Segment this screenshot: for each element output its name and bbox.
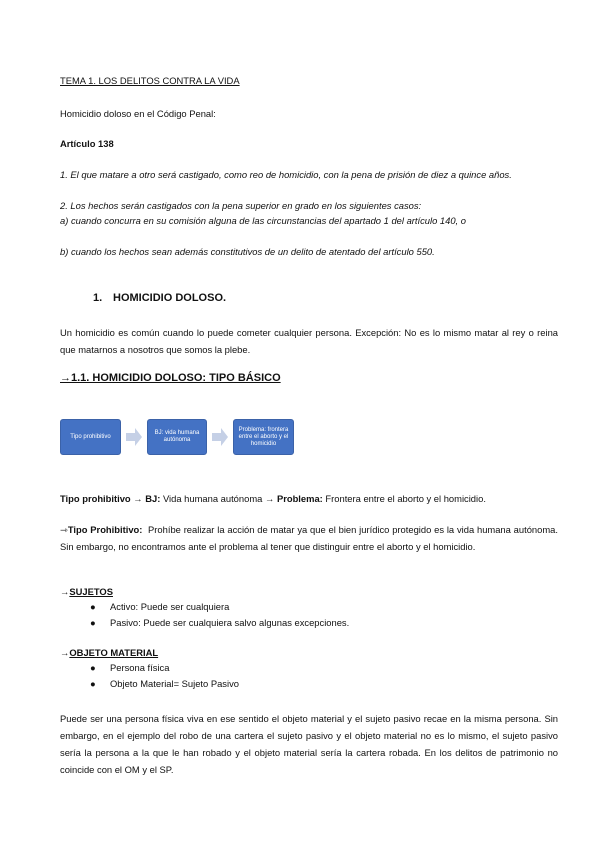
bullet-icon: ●: [90, 601, 96, 612]
bullet-icon: ●: [90, 617, 96, 628]
page-title: TEMA 1. LOS DELITOS CONTRA LA VIDA: [60, 75, 240, 86]
closing-paragraph: Puede ser una persona física viva en ese sentido el objeto material y el sujeto pasivo recae en la misma persona. Sin embargo, en el ejemplo del robo de una cartera el sujeto pasivo y el objeto material no es lo mismo, el sujeto pasivo sería la persona a la que le han robado y el objeto material sería la cartera robada. En los delitos de patrimonio no coincide con el OM y el SP.: [60, 713, 558, 775]
intro-text: Homicidio doloso en el Código Penal:: [60, 108, 216, 119]
summary-line: [60, 492, 486, 505]
tipo-label: Tipo Prohibitivo:: [67, 524, 143, 535]
objeto-list: [90, 660, 239, 692]
article-paragraph-2b: a) cuando concurra en su comisión alguna de las circunstancias del apartado 1 del artículo 140, o: [60, 215, 466, 226]
diagram-arrow-icon: [125, 427, 143, 447]
section-1-number: 1.: [93, 292, 103, 304]
arrow-icon: →: [264, 493, 275, 504]
list-item: ● Pasivo: Puede ser cualquiera salvo algunas excepciones.: [90, 615, 349, 631]
article-paragraph-3: b) cuando los hechos sean además constitutivos de un delito de atentado del artículo 550.: [60, 246, 435, 257]
sujetos-title: SUJETOS: [69, 586, 113, 597]
section-1-1-heading: →1.1. HOMICIDIO DOLOSO: TIPO BÁSICO: [60, 372, 281, 384]
objeto-heading: [60, 646, 158, 659]
arrow-icon: →: [60, 647, 70, 658]
diagram-box-problema: Problema: frontera entre el aborto y el homicidio: [233, 419, 294, 455]
summary-text-bj: Vida humana autónoma: [162, 493, 263, 504]
tipo-prohibitivo-paragraph: [60, 521, 558, 555]
summary-text-problema: Frontera entre el aborto y el homicidio.: [325, 493, 486, 504]
list-item: ● Objeto Material= Sujeto Pasivo: [90, 676, 239, 692]
arrow-icon: →: [133, 493, 143, 504]
summary-label-tipo: Tipo prohibitivo: [60, 493, 131, 504]
tipo-text: Prohíbe realizar la acción de matar ya que el bien jurídico protegido es la vida humana autónoma. Sin embargo, no encontramos ante el problema al tener que distinguir entre el aborto y el homicidio.: [60, 524, 558, 552]
arrow-icon: ⇾: [60, 524, 68, 535]
objeto-title: OBJETO MATERIAL: [69, 647, 159, 658]
article-paragraph-1: 1. El que matare a otro será castigado, como reo de homicidio, con la pena de prisión de diez a quince años.: [60, 169, 512, 180]
section-1-title: HOMICIDIO DOLOSO.: [113, 292, 227, 304]
list-item: ● Persona física: [90, 660, 239, 676]
summary-label-problema: Problema:: [276, 493, 323, 504]
diagram-box-tipo: Tipo prohibitivo: [60, 419, 121, 455]
list-item: ● Activo: Puede ser cualquiera: [90, 599, 349, 615]
arrow-icon: →: [60, 586, 70, 597]
section-1-heading: [93, 292, 226, 304]
bullet-icon: ●: [90, 662, 96, 673]
summary-label-bj: BJ:: [145, 493, 161, 504]
section-1-text: Un homicidio es común cuando lo puede cometer cualquier persona. Excepción: No es lo mismo matar al rey o reina que matarnos a nosotros que somos la plebe.: [60, 327, 558, 355]
article-paragraph-2a: 2. Los hechos serán castigados con la pena superior en grado en los siguientes casos:: [60, 200, 422, 211]
bullet-icon: ●: [90, 678, 96, 689]
sujetos-heading: [60, 585, 113, 598]
diagram-box-bj: BJ: vida humana autónoma: [147, 419, 207, 455]
article-heading: Artículo 138: [60, 138, 114, 149]
diagram-arrow-icon: [211, 427, 229, 447]
sujetos-list: [90, 599, 349, 631]
